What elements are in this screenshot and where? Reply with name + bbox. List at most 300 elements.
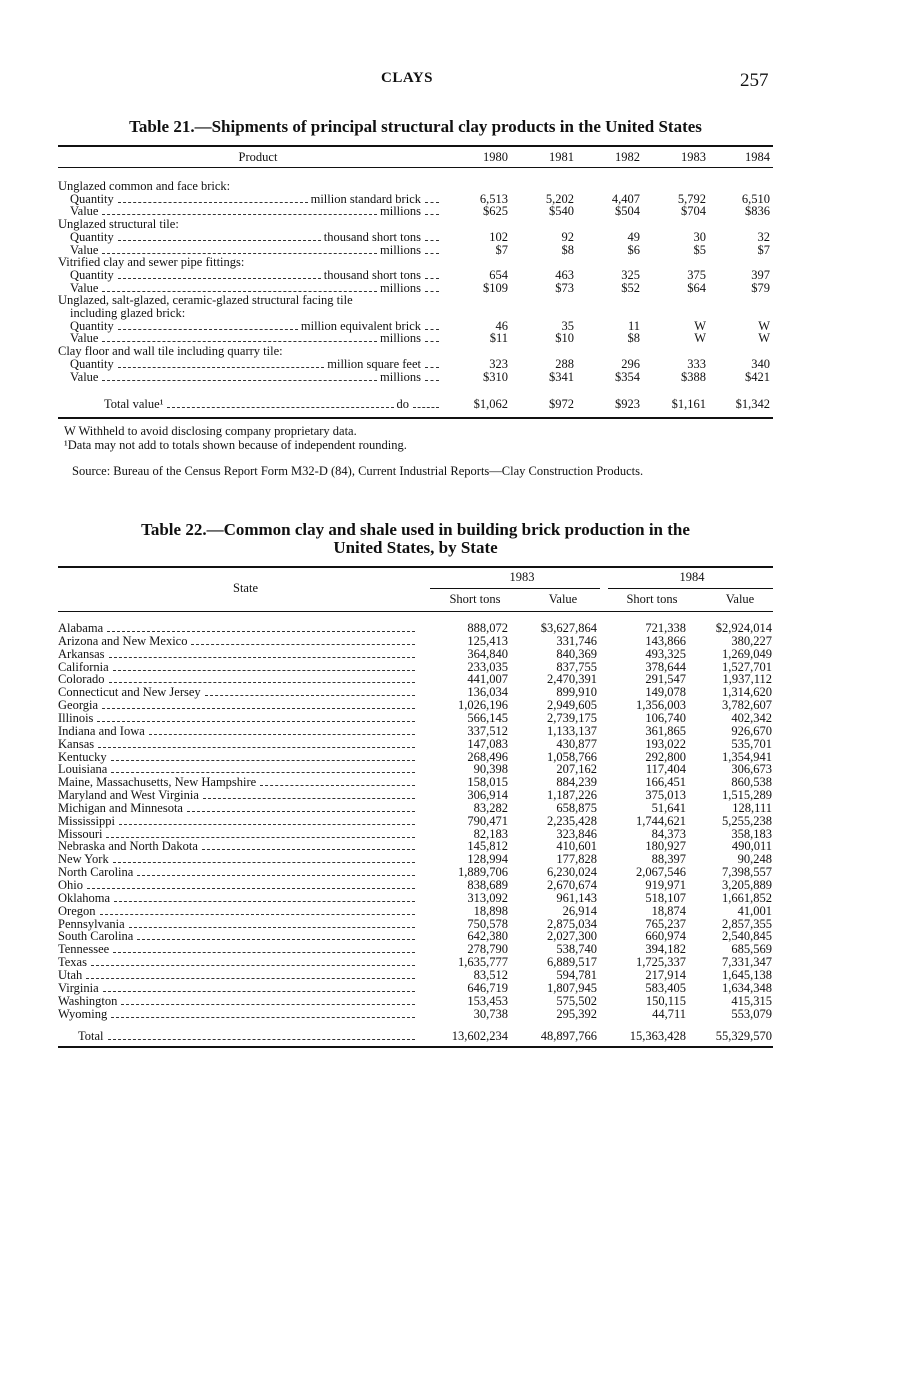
- t22-subheader: Short tons: [449, 592, 501, 606]
- t22-value: 18,874: [651, 903, 686, 918]
- t22-state-label: [58, 622, 418, 635]
- t21-total-label: [104, 398, 442, 411]
- t22-value: 233,035: [467, 659, 508, 674]
- t21-value: 654: [489, 267, 508, 282]
- t21-value: 5,202: [545, 191, 574, 206]
- leader-dots: [118, 240, 321, 241]
- t22-value: 840,369: [556, 646, 597, 661]
- t22-value: 884,239: [556, 775, 597, 790]
- t22-value: 150,115: [645, 993, 686, 1008]
- t22-value: 358,183: [731, 826, 772, 841]
- t22-value: 566,145: [467, 710, 508, 725]
- t22-value: 6,230,024: [547, 865, 597, 880]
- t21-value: 375: [687, 267, 706, 282]
- t22-state-name: Indiana and Iowa: [58, 724, 145, 738]
- t21-total-unit: do: [396, 398, 409, 411]
- t21-value: 4,407: [611, 191, 640, 206]
- t21-total-value: $1,342: [735, 397, 770, 411]
- t22-state-name: Kentucky: [58, 750, 107, 764]
- t21-value: $341: [549, 369, 574, 384]
- table21-header-rule: [58, 167, 773, 168]
- leader-dots: [113, 670, 415, 671]
- t22-value: 1,725,337: [636, 955, 686, 970]
- t22-state-label: [58, 828, 418, 841]
- t21-row-label: [70, 193, 442, 206]
- leader-dots: [425, 380, 439, 381]
- t21-group-label: Unglazed structural tile:: [58, 217, 179, 232]
- t21-row-unit: millions: [380, 332, 421, 346]
- t21-row-unit: millions: [380, 370, 421, 384]
- t21-value: $310: [483, 369, 508, 384]
- t22-state-label: [58, 840, 418, 853]
- t22-value: 149,078: [645, 685, 686, 700]
- t21-row-label: [70, 231, 442, 244]
- leader-dots: [118, 329, 298, 330]
- leader-dots: [137, 875, 415, 876]
- leader-dots: [109, 682, 415, 683]
- t22-value: 1,807,945: [547, 980, 597, 995]
- t22-value: 88,397: [651, 852, 686, 867]
- t22-value: 84,373: [651, 826, 686, 841]
- t21-value: 92: [561, 229, 574, 244]
- t21-col-year: 1980: [483, 150, 508, 164]
- t21-total-value: $1,161: [671, 397, 706, 411]
- t22-value: 125,413: [467, 633, 508, 648]
- t22-value: 193,022: [645, 736, 686, 751]
- leader-dots: [113, 862, 415, 863]
- table22-title-line1: Table 22.—Common clay and shale used in building brick production in the: [141, 520, 690, 539]
- t22-value: 153,453: [467, 993, 508, 1008]
- leader-dots: [97, 721, 415, 722]
- t22-subheader: Value: [548, 592, 578, 606]
- t22-state-label: [58, 956, 418, 969]
- t21-value: W: [758, 331, 770, 346]
- leader-dots: [118, 278, 321, 279]
- t22-value: 1,527,701: [722, 659, 772, 674]
- leader-dots: [118, 367, 325, 368]
- t21-total-value: $972: [549, 397, 574, 411]
- t22-state-label: [58, 699, 418, 712]
- leader-dots: [425, 240, 439, 241]
- t22-value: 83,512: [473, 967, 508, 982]
- t22-value: 375,013: [645, 788, 686, 803]
- t22-value: 158,015: [467, 775, 508, 790]
- t22-value: 538,740: [556, 942, 597, 957]
- t22-value: 1,356,003: [636, 698, 686, 713]
- t22-state-label: [58, 982, 418, 995]
- page-number: 257: [740, 70, 769, 91]
- leader-dots: [205, 695, 415, 696]
- t22-state-name: Texas: [58, 956, 87, 970]
- t22-state-name: New York: [58, 853, 109, 867]
- t22-value: 380,227: [731, 633, 772, 648]
- t22-value: 441,007: [467, 672, 508, 687]
- t21-group-label: Unglazed, salt-glazed, ceramic-glazed structural facing tile: [58, 293, 353, 308]
- t22-value: 313,092: [467, 890, 508, 905]
- leader-dots: [425, 367, 439, 368]
- t22-state-name: South Carolina: [58, 930, 134, 944]
- t22-value: 583,405: [645, 980, 686, 995]
- leader-dots: [260, 785, 415, 786]
- leader-dots: [425, 278, 439, 279]
- t22-value: 143,866: [645, 633, 686, 648]
- t22-state-name: Tennessee: [58, 943, 110, 957]
- t22-value: 7,398,557: [722, 865, 772, 880]
- leader-dots: [102, 380, 377, 381]
- t22-value: 306,673: [731, 762, 772, 777]
- t22-value: 646,719: [467, 980, 508, 995]
- t21-group-label: Unglazed common and face brick:: [58, 179, 231, 193]
- t22-value: 658,875: [556, 800, 597, 815]
- t21-value: 397: [751, 267, 770, 282]
- t22-value: 117,404: [645, 762, 686, 777]
- t21-value: $79: [751, 280, 770, 295]
- leader-dots: [425, 253, 439, 254]
- t22-value: 765,237: [645, 916, 686, 931]
- t22-value: 306,914: [467, 788, 508, 803]
- t22-state-label: [58, 802, 418, 815]
- t21-row-name: Quantity: [70, 230, 114, 244]
- t21-value: $504: [615, 204, 640, 219]
- leader-dots: [137, 939, 415, 940]
- t21-row-unit: million standard brick: [310, 192, 421, 206]
- t22-state-name: Alabama: [58, 622, 104, 635]
- t21-group-label: Clay floor and wall tile including quarry tile:: [58, 344, 283, 359]
- t22-total-name: Total: [78, 1030, 104, 1043]
- t22-total-label: [78, 1030, 418, 1043]
- t22-state-name: Maryland and West Virginia: [58, 789, 199, 803]
- t22-state-name: Colorado: [58, 673, 105, 687]
- t22-value: 3,782,607: [722, 698, 772, 713]
- t22-value: $2,924,014: [715, 621, 772, 635]
- t22-state-name: Arizona and New Mexico: [58, 634, 188, 648]
- t22-total-value: 48,897,766: [540, 1029, 597, 1043]
- t22-year-1984: 1984: [679, 570, 705, 584]
- t22-value: 51,641: [651, 800, 686, 815]
- t22-state-label: [58, 738, 418, 751]
- t22-value: 2,235,428: [547, 813, 597, 828]
- t22-value: 535,701: [731, 736, 772, 751]
- t22-value: 278,790: [467, 942, 508, 957]
- leader-dots: [119, 824, 415, 825]
- t21-group-label: Vitrified clay and sewer pipe fittings:: [58, 255, 245, 270]
- t21-value: $8: [627, 331, 640, 346]
- leader-dots: [100, 914, 416, 915]
- t22-value: $3,627,864: [540, 621, 597, 635]
- t22-value: 642,380: [467, 929, 508, 944]
- t22-value: 415,315: [731, 993, 772, 1008]
- t22-value: 378,644: [645, 659, 686, 674]
- t21-row-unit: millions: [380, 281, 421, 295]
- leader-dots: [102, 341, 377, 342]
- t21-value: $704: [681, 204, 706, 219]
- t22-state-name: Georgia: [58, 699, 99, 713]
- leader-dots: [149, 734, 415, 735]
- t22-value: 2,875,034: [547, 916, 597, 931]
- t22-value: 790,471: [467, 813, 508, 828]
- t22-value: 838,689: [467, 878, 508, 892]
- t21-row-name: Value: [70, 332, 99, 346]
- t22-value: 1,635,777: [458, 955, 508, 970]
- t22-state-label: [58, 969, 418, 982]
- t22-value: 490,011: [731, 839, 772, 854]
- t22-value: 1,058,766: [547, 749, 597, 764]
- t22-value: 1,515,289: [722, 788, 772, 803]
- t22-state-name: Kansas: [58, 737, 95, 751]
- leader-dots: [109, 657, 415, 658]
- t22-value: 1,634,348: [722, 980, 772, 995]
- t22-value: 518,107: [645, 890, 686, 905]
- t22-year-rule-1983: [430, 588, 600, 589]
- t22-value: 44,711: [652, 1006, 686, 1021]
- t22-value: 82,183: [473, 826, 508, 841]
- t22-state-label: [58, 892, 418, 905]
- t22-state-name: Illinois: [58, 711, 94, 725]
- t22-value: 128,111: [732, 800, 772, 815]
- t21-group-label: including glazed brick:: [70, 306, 186, 320]
- t22-value: 1,026,196: [458, 698, 508, 713]
- t22-value: 410,601: [556, 839, 597, 854]
- t21-value: W: [758, 318, 770, 333]
- leader-dots: [121, 1004, 415, 1005]
- t22-state-label: [58, 763, 418, 776]
- t22-bottom-rule: [58, 1046, 773, 1048]
- t21-value: $625: [483, 204, 508, 219]
- leader-dots: [111, 772, 415, 773]
- t22-value: 1,645,138: [722, 967, 772, 982]
- t22-value: 685,569: [731, 942, 772, 957]
- t22-state-name: Missouri: [58, 827, 103, 841]
- t22-state-name: Maine, Massachusetts, New Hampshire: [58, 776, 257, 790]
- t21-row-unit: million square feet: [327, 357, 421, 371]
- t22-value: 337,512: [467, 723, 508, 738]
- leader-dots: [102, 291, 377, 292]
- t21-row-name: Value: [70, 205, 99, 219]
- leader-dots: [114, 901, 415, 902]
- leader-dots: [202, 849, 415, 850]
- t22-value: 2,067,546: [636, 865, 686, 880]
- t22-state-label: [58, 725, 418, 738]
- t22-total-value: 15,363,428: [629, 1029, 686, 1043]
- t22-header-rule: [58, 611, 773, 612]
- leader-dots: [167, 407, 393, 408]
- t21-value: W: [694, 318, 706, 333]
- t21-value: 35: [561, 318, 574, 333]
- t22-state-label: [58, 712, 418, 725]
- t22-value: 268,496: [467, 749, 508, 764]
- t22-state-label: [58, 943, 418, 956]
- t22-state-name: Oklahoma: [58, 891, 111, 905]
- t22-value: 1,314,620: [722, 685, 772, 700]
- t22-state-name: Nebraska and North Dakota: [58, 840, 198, 854]
- t21-value: $421: [745, 369, 770, 384]
- t22-state-label: [58, 918, 418, 931]
- t22-value: 660,974: [645, 929, 686, 944]
- t22-value: 331,746: [556, 633, 597, 648]
- t22-value: 90,398: [473, 762, 508, 777]
- t21-col-product: Product: [238, 150, 278, 164]
- t22-value: 5,255,238: [722, 813, 772, 828]
- t21-value: 323: [489, 356, 508, 371]
- t22-value: 323,846: [556, 826, 597, 841]
- t21-value: $109: [483, 280, 508, 295]
- t22-value: 6,889,517: [547, 955, 597, 970]
- leader-dots: [98, 747, 415, 748]
- t22-value: 1,269,049: [722, 646, 772, 661]
- t22-value: 1,354,941: [722, 749, 772, 764]
- t22-state-name: Wyoming: [58, 1007, 108, 1021]
- t21-total-name: Total value¹: [104, 398, 164, 411]
- t22-year-1983: 1983: [509, 570, 535, 584]
- t22-state-name: Michigan and Minnesota: [58, 801, 183, 815]
- t22-subheader: Short tons: [626, 592, 678, 606]
- t22-value: 961,143: [556, 890, 597, 905]
- t21-value: 463: [555, 267, 574, 282]
- t21-value: 46: [495, 318, 508, 333]
- t22-state-label: [58, 776, 418, 789]
- t22-value: 83,282: [473, 800, 508, 815]
- t21-value: $540: [549, 204, 574, 219]
- t22-state-name: Ohio: [58, 879, 83, 892]
- t21-value: 11: [627, 318, 640, 333]
- t21-row-name: Value: [70, 281, 99, 295]
- table22-top-rule: [58, 566, 773, 568]
- t21-value: 6,510: [741, 191, 770, 206]
- leader-dots: [413, 407, 439, 408]
- leader-dots: [425, 214, 439, 215]
- t21-row-unit: millions: [380, 243, 421, 257]
- t22-col-state: State: [233, 581, 258, 595]
- t21-row-unit: millions: [380, 205, 421, 219]
- t22-state-name: Utah: [58, 968, 83, 982]
- leader-dots: [91, 965, 415, 966]
- t22-state-label: [58, 995, 418, 1008]
- leader-dots: [111, 760, 415, 761]
- t21-value: 325: [621, 267, 640, 282]
- t21-value: 30: [693, 229, 706, 244]
- t21-value: $10: [555, 331, 574, 346]
- table22-title-line2: United States, by State: [333, 538, 498, 557]
- t22-state-label: [58, 930, 418, 943]
- leader-dots: [129, 927, 415, 928]
- t22-state-name: Connecticut and New Jersey: [58, 686, 201, 700]
- t22-value: 1,937,112: [722, 672, 772, 687]
- leader-dots: [106, 837, 415, 838]
- t21-value: $11: [489, 331, 508, 346]
- t22-state-label: [58, 648, 418, 661]
- table21-footnote-1: ¹Data may not add to totals shown because of independent rounding.: [64, 438, 407, 452]
- t22-state-label: [58, 905, 418, 918]
- t22-value: 295,392: [556, 1006, 597, 1021]
- t22-value: 128,994: [467, 852, 508, 867]
- t21-row-name: Quantity: [70, 192, 114, 206]
- t21-row-label: [70, 320, 442, 333]
- t22-value: 575,502: [556, 993, 597, 1008]
- t21-value: $7: [757, 242, 770, 257]
- t21-value: $52: [621, 280, 640, 295]
- t22-state-label: [58, 673, 418, 686]
- t22-value: 837,755: [556, 659, 597, 674]
- t22-state-label: [58, 879, 418, 892]
- t22-value: 41,001: [737, 903, 772, 918]
- t21-value: 102: [489, 229, 508, 244]
- leader-dots: [203, 798, 415, 799]
- t21-row-label: [70, 371, 442, 384]
- t22-state-label: [58, 853, 418, 866]
- t22-value: 493,325: [645, 646, 686, 661]
- t21-value: $64: [687, 280, 706, 295]
- t21-row-name: Value: [70, 243, 99, 257]
- t22-value: 1,187,226: [547, 788, 597, 803]
- t22-value: 26,914: [562, 903, 597, 918]
- t22-value: 361,865: [645, 723, 686, 738]
- t22-state-name: Virginia: [58, 981, 99, 995]
- t22-value: 2,739,175: [547, 710, 597, 725]
- leader-dots: [107, 631, 415, 632]
- t21-value: 296: [621, 356, 640, 371]
- t21-value: $7: [495, 242, 508, 257]
- t21-row-unit: million equivalent brick: [300, 319, 421, 333]
- t22-state-name: Oregon: [58, 904, 96, 918]
- leader-dots: [425, 329, 439, 330]
- t22-value: 430,877: [556, 736, 597, 751]
- t22-value: 2,540,845: [722, 929, 772, 944]
- t21-value: $388: [681, 369, 706, 384]
- t22-value: 2,027,300: [547, 929, 597, 944]
- t21-value: $836: [745, 204, 770, 219]
- t22-value: 217,914: [645, 967, 686, 982]
- t21-col-year: 1981: [549, 150, 574, 164]
- t22-value: 207,162: [556, 762, 597, 777]
- leader-dots: [87, 888, 415, 889]
- t22-state-name: California: [58, 660, 109, 674]
- t22-value: 2,857,355: [722, 916, 772, 931]
- t22-value: 2,949,605: [547, 698, 597, 713]
- t21-value: 340: [751, 356, 770, 371]
- t22-state-label: [58, 815, 418, 828]
- t22-value: 553,079: [731, 1006, 772, 1021]
- t22-value: 2,470,391: [547, 672, 597, 687]
- t22-value: 291,547: [645, 672, 686, 687]
- leader-dots: [111, 1017, 415, 1018]
- t21-value: $5: [693, 242, 706, 257]
- t22-value: 888,072: [467, 621, 508, 635]
- t22-value: 1,889,706: [458, 865, 508, 880]
- t22-state-name: Arkansas: [58, 647, 105, 661]
- t22-year-rule-1984: [608, 588, 773, 589]
- t22-value: 2,670,674: [547, 878, 597, 892]
- t21-total-value: $923: [615, 397, 640, 411]
- t22-value: 919,971: [645, 878, 686, 892]
- t22-state-label: [58, 635, 418, 648]
- t22-state-label: [58, 751, 418, 764]
- t22-value: 90,248: [737, 852, 772, 867]
- leader-dots: [113, 952, 415, 953]
- leader-dots: [425, 291, 439, 292]
- t22-value: 166,451: [645, 775, 686, 790]
- t21-col-year: 1983: [681, 150, 706, 164]
- t22-value: 860,538: [731, 775, 772, 790]
- t21-row-unit: thousand short tons: [323, 268, 421, 282]
- t22-state-label: [58, 661, 418, 674]
- t22-value: 594,781: [556, 967, 597, 982]
- t22-value: 18,898: [473, 903, 508, 918]
- t22-state-label: [58, 789, 418, 802]
- t22-value: 899,910: [556, 685, 597, 700]
- t22-value: 402,342: [731, 710, 772, 725]
- table21-bottom-rule: [58, 417, 773, 419]
- t22-value: 30,738: [473, 1006, 508, 1021]
